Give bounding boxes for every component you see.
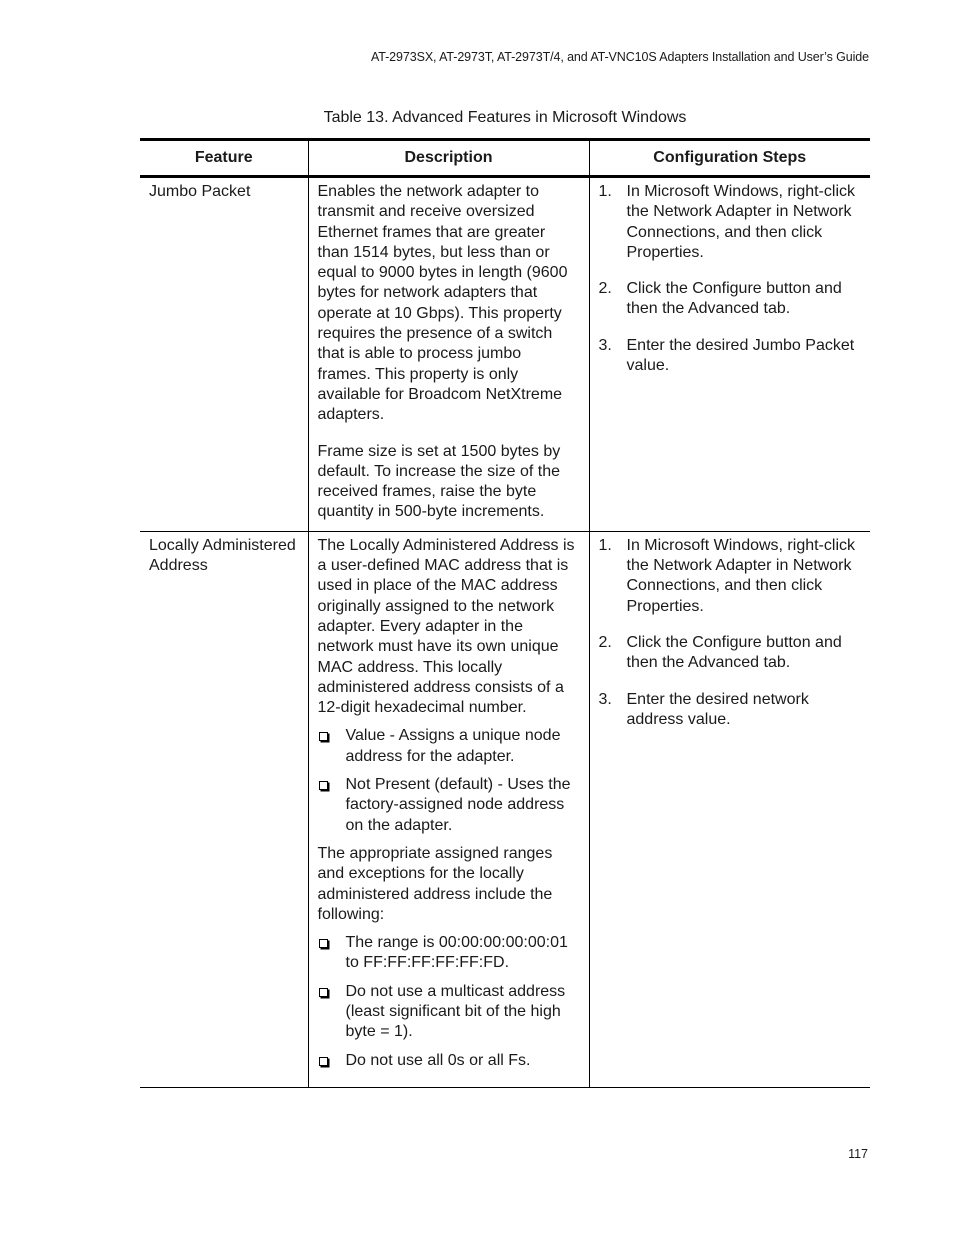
bullet-text: Do not use a multicast address (least significant bit of the high byte = 1). [345, 982, 566, 1041]
option-bullet-list [318, 726, 579, 835]
feature-cell [140, 177, 308, 532]
steps-cell [589, 531, 870, 1087]
feature-cell [140, 531, 308, 1087]
step-number: 2. [598, 280, 612, 298]
step-number: 1. [598, 183, 612, 200]
checkbox-square-icon [319, 988, 328, 997]
description-cell [308, 177, 589, 532]
bullet-text: Do not use all 0s or all Fs. [345, 1051, 531, 1069]
checkbox-square-icon [319, 781, 328, 790]
table-row-jumbo-packet [140, 177, 870, 532]
bullet-text: The range is 00:00:00:00:00:01 to FF:FF:FF:FF:FF:FD. [345, 934, 568, 972]
checkbox-square-icon [319, 732, 328, 741]
advanced-features-table [140, 138, 870, 1088]
bullet-item [318, 933, 579, 974]
bullet-text: Value - Assigns a unique node address for the adapter. [345, 727, 561, 765]
step-text: Click the Configure button and then the Advanced tab. [626, 280, 842, 318]
step-text: Enter the desired network address value. [626, 690, 809, 728]
step-item [599, 182, 861, 263]
table-caption: Table 13. Advanced Features in Microsoft Windows [323, 109, 687, 126]
table-row-locally-administered-address [140, 531, 870, 1087]
page-number: 117 [848, 1147, 868, 1161]
column-header-configuration-steps: Configuration Steps [589, 140, 870, 177]
description-cell [308, 531, 589, 1087]
step-text: Click the Configure button and then the Advanced tab. [626, 633, 842, 672]
step-item [599, 633, 861, 674]
step-text: In Microsoft Windows, right-click the Network Adapter in Network Connections, and then click Properties. [626, 183, 855, 261]
bullet-text: Not Present (default) - Uses the factory-assigned node address on the adapter. [345, 776, 571, 834]
step-text: Enter the desired Jumbo Packet value. [626, 336, 855, 375]
description-paragraph: Frame size is set at 1500 bytes by default. To increase the size of the received frames, raise the byte quantity in 500-byte increments. [317, 442, 561, 521]
running-header: AT-2973SX, AT-2973T, AT-2973T/4, and AT-VNC10S Adapters Installation and User’s Guide [370, 50, 869, 64]
configuration-steps-list [599, 536, 861, 730]
column-header-feature: Feature [140, 140, 308, 177]
step-number: 2. [598, 633, 612, 651]
steps-cell [589, 177, 870, 532]
checkbox-square-icon [319, 1057, 328, 1066]
table-header-row [140, 140, 870, 177]
bullet-item [318, 775, 579, 836]
step-text: In Microsoft Windows, right-click the Network Adapter in Network Connections, and then click Properties. [626, 536, 855, 615]
range-bullet-list [318, 933, 579, 1071]
step-item [599, 279, 861, 320]
step-number: 3. [598, 336, 612, 354]
step-item [599, 336, 861, 377]
bullet-item [318, 726, 579, 767]
bullet-item [318, 982, 579, 1043]
description-paragraph: The appropriate assigned ranges and exceptions for the locally administered address include the following: [317, 844, 553, 923]
column-header-description: Description [308, 140, 589, 177]
bullet-item [318, 1051, 579, 1071]
step-item [599, 536, 861, 617]
step-item [599, 690, 861, 731]
step-number: 1. [598, 536, 612, 554]
step-number: 3. [598, 690, 612, 708]
feature-name: Locally Administered Address [149, 536, 296, 575]
configuration-steps-list [599, 182, 861, 376]
checkbox-square-icon [319, 939, 328, 948]
feature-name: Jumbo Packet [149, 183, 251, 200]
description-paragraph: Enables the network adapter to transmit and receive oversized Ethernet frames that are greater than 1514 bytes, but less than or equal to 9000 bytes in length (9600 bytes for network adapters that operate at 10 Gbps). This property requires the presence of a switch that is able to process jumbo frames. This property is only available for Broadcom NetXtreme adapters. [317, 183, 568, 424]
description-paragraph: The Locally Administered Address is a user-defined MAC address that is used in place of the MAC address originally assigned to the network adapter. Every adapter in the network must have its own unique MAC address. This locally administered address consists of a 12-digit hexadecimal number. [317, 536, 575, 717]
